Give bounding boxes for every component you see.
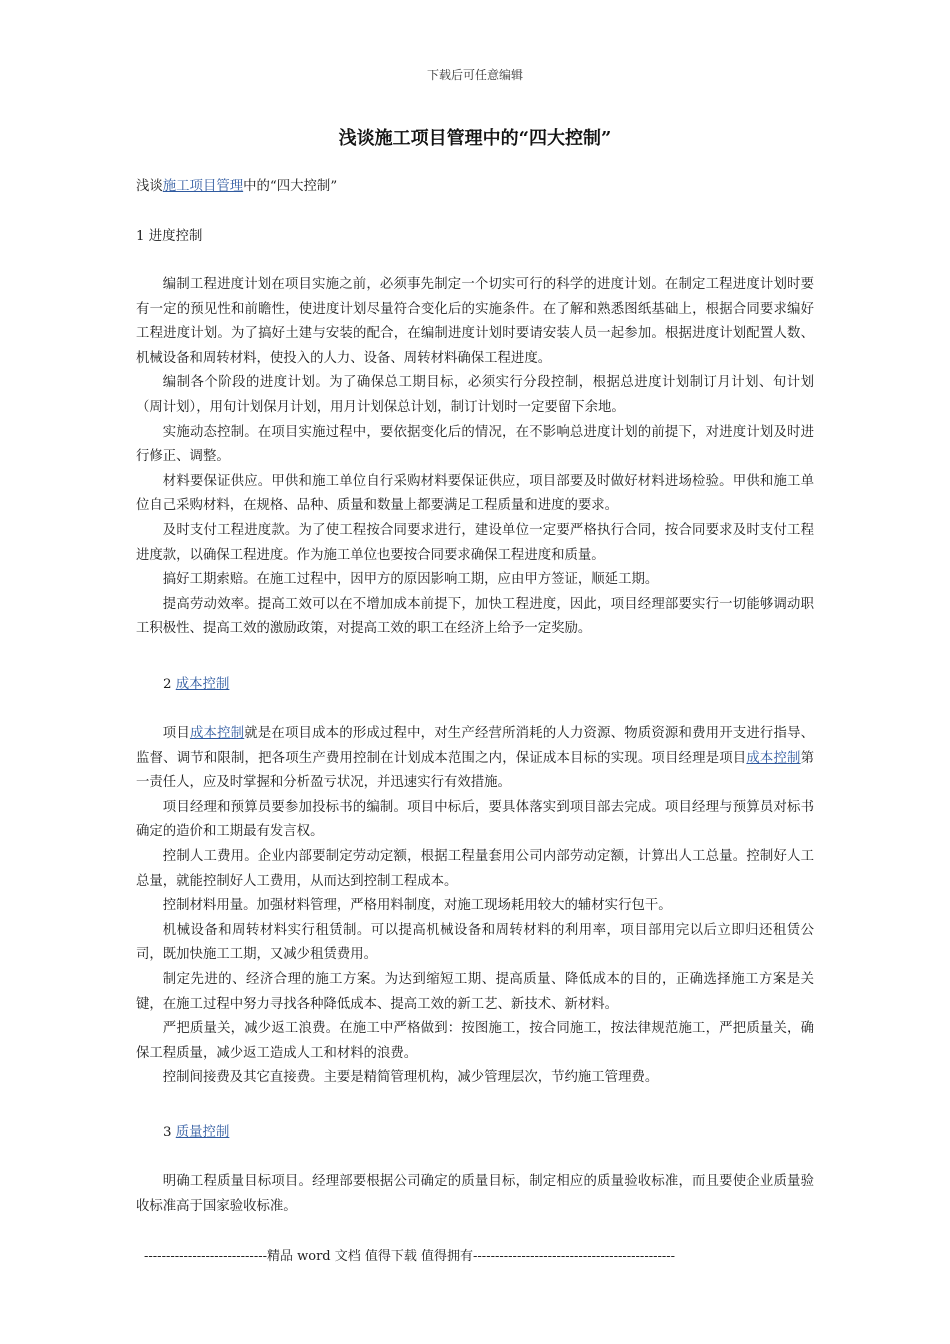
section1-paragraph: 编制各个阶段的进度计划。为了确保总工期目标，必须实行分段控制，根据总进度计划制订月计划、旬计划（周计划），用旬计划保月计划，用月计划保总计划，制订计划时一定要留下余地。 — [136, 375, 814, 415]
cost-control-link[interactable]: 成本控制 — [189, 726, 245, 741]
section3-heading-link[interactable]: 质量控制 — [175, 1125, 230, 1140]
section2-paragraph: 控制人工费用。企业内部要制定劳动定额，根据工程量套用公司内部劳动定额，计算出人工总量。控制好人工总量，就能控制好人工费用，从而达到控制工程成本。 — [136, 848, 814, 889]
p-text: 项目 — [162, 726, 190, 741]
section2-paragraph — [136, 722, 814, 796]
document-title: 浅谈施工项目管理中的“四大控制” — [338, 128, 612, 149]
cost-control-link[interactable]: 成本控制 — [746, 750, 801, 766]
section2-heading-link[interactable]: 成本控制 — [175, 677, 230, 692]
section1-heading: 1 进度控制 — [136, 229, 203, 244]
section3-heading — [163, 1123, 229, 1143]
section3-body — [136, 1170, 814, 1219]
section2-heading — [163, 675, 229, 695]
section2-paragraph: 项目经理和预算员要参加投标书的编制。项目中标后，要具体落实到项目部去完成。项目经理与预算员对标书确定的造价和工期最有发言权。 — [136, 799, 814, 840]
section1-paragraph: 实施动态控制。在项目实施过程中，要依据变化后的情况，在不影响总进度计划的前提下，对进度计划及时进行修正、调整。 — [136, 424, 814, 465]
intro-pre: 浅谈 — [136, 179, 163, 194]
section2-paragraph: 机械设备和周转材料实行租赁制。可以提高机械设备和周转材料的利用率，项目部用完以后立即归还租赁公司，既加快施工工期，又减少租赁费用。 — [136, 922, 814, 963]
header-note: 下载后可任意编辑 — [426, 68, 523, 82]
section2-paragraph: 严把质量关，减少返工浪费。在施工中严格做到：按图施工，按合同施工，按法律规范施工，严把质量关，确保工程质量，减少返工造成人工和材料的浪费。 — [136, 1021, 814, 1061]
section3-heading-number: 3 — [163, 1125, 176, 1140]
footer-banner: ----------------------------精品 word 文档 值得下载 值得拥有---------------------------------------------- — [144, 1249, 676, 1264]
section1-paragraph: 编制工程进度计划在项目实施之前，必须事先制定一个切实可行的科学的进度计划。在制定工程进度计划时要有一定的预见性和前瞻性，使进度计划尽量符合变化后的实施条件。在了解和熟悉图纸基础上，根据合同要求编好工程进度计划。为了搞好土建与安装的配合，在编制进度计划时要请安装人员一起参加。根据进度计划配置人数、机械设备和周转材料，使投入的人力、设备、周转材料确保工程进度。 — [136, 277, 814, 366]
intro-post: 中的“四大控制” — [243, 179, 338, 194]
p-text: 就是在项目成本的形成过程中，对生产经营所消耗的人力资源、物质资源和费用开支进行指导、监督、调节和限制，把各项生产费用控制在计划成本范围之内，保证成本目标的实现。项目经理是项目 — [136, 726, 815, 766]
section2-heading-number: 2 — [163, 677, 176, 692]
section2-paragraph: 控制材料用量。加强材料管理，严格用料制度，对施工现场耗用较大的辅材实行包干。 — [162, 898, 672, 914]
section1-paragraph: 材料要保证供应。甲供和施工单位自行采购材料要保证供应，项目部要及时做好材料进场检验。甲供和施工单位自己采购材料，在规格、品种、质量和数量上都要满足工程质量和进度的要求。 — [136, 473, 814, 514]
section2-paragraph: 制定先进的、经济合理的施工方案。为达到缩短工期、提高质量、降低成本的目的，正确选择施工方案是关键，在施工过程中努力寻找各种降低成本、提高工效的新工艺、新技术、新材料。 — [136, 971, 814, 1012]
section2-body — [136, 722, 814, 1091]
section1-paragraph: 及时支付工程进度款。为了使工程按合同要求进行，建设单位一定要严格执行合同，按合同要求及时支付工程进度款，以确保工程进度。作为施工单位也要按合同要求确保工程进度和质量。 — [136, 522, 814, 563]
section1-paragraph: 提高劳动效率。提高工效可以在不增加成本前提下，加快工程进度，因此，项目经理部要实行一切能够调动职工积极性、提高工效的激励政策，对提高工效的职工在经济上给予一定奖励。 — [136, 596, 814, 637]
intro-link[interactable]: 施工项目管理 — [162, 179, 244, 194]
section1-paragraph: 搞好工期索赔。在施工过程中，因甲方的原因影响工期，应由甲方签证，顺延工期。 — [162, 572, 659, 588]
section1-body — [136, 273, 814, 642]
intro-line — [136, 177, 337, 197]
p-text: 第一责任人，应及时掌握和分析盈亏状况，并迅速实行有效措施。 — [136, 750, 815, 791]
section2-paragraph: 控制间接费及其它直接费。主要是精简管理机构，减少管理层次，节约施工管理费。 — [162, 1070, 659, 1086]
section3-paragraph: 明确工程质量目标项目。经理部要根据公司确定的质量目标，制定相应的质量验收标准，而且要使企业质量验收标准高于国家验收标准。 — [136, 1174, 814, 1214]
